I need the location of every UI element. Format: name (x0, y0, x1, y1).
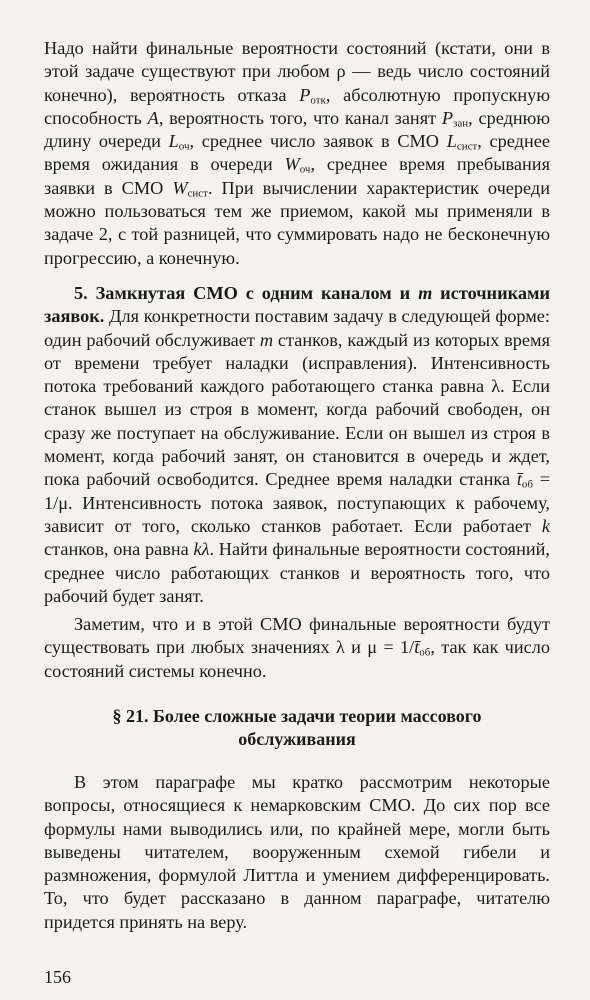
symbol-P: P (299, 84, 311, 105)
text-run: Заметим, что и в этой СМО финальные вероятности будут существовать при любых значениях λ и μ = 1/ (44, 614, 550, 658)
text-run: , среднее время ожидания в очереди (44, 131, 550, 175)
section-heading (44, 705, 550, 751)
text-run: , среднее время пребывания заявки в СМО (44, 154, 550, 198)
symbol-m: m (259, 329, 274, 350)
symbol-k: k (541, 515, 550, 536)
text-run: В этом параграфе мы кратко рассмотрим некоторые вопросы, относящиеся к немарковским СМО. До сих пор все формулы нами выводились или, по крайней мере, могли быть выведены читателем, вооруженным схемой гибели и размножения, формулой Литтла и умением дифференцировать. То, что будет рассказано в данном параграфе, читателю придется принять на веру. (44, 772, 550, 932)
symbol-L: L (168, 131, 179, 152)
subscript: оч (299, 164, 311, 177)
text-run: Надо найти финальные вероятности состояний (кстати, они в этой задаче существуют при любом ρ — ведь число состояний конечно), вероятность отказа (44, 38, 550, 105)
text-run: станков, каждый из которых время от времени требует наладки (исправления). Интенсивность потока требований каждого работающего станка равна λ. Если станок вышел из строя в момент, когда рабочий свободен, он сразу же поступает на обслуживание. Если он вышел из строя в момент, когда рабочий занят, он становится в очередь и ждет, пока рабочий освободится. Среднее время наладки станка (44, 329, 550, 490)
paragraph-closed-smo-problem (44, 282, 550, 608)
subscript: зан (453, 117, 469, 130)
subscript: об (521, 479, 533, 492)
text-run: источниками заявок. (44, 283, 550, 327)
symbol-W: W (284, 154, 300, 175)
text-run: станков, она равна (44, 539, 194, 560)
symbol-k-lambda: kλ (193, 539, 210, 560)
text-run: , среднюю длину очереди (44, 107, 550, 152)
heading-line: обслуживания (238, 729, 356, 749)
text-run: , вероятность того, что канал занят (158, 107, 442, 128)
subscript: отк (310, 94, 326, 107)
page-number: 156 (44, 967, 71, 987)
symbol-W: W (172, 177, 188, 198)
symbol-A: A (147, 107, 159, 128)
paragraph-note (44, 613, 550, 683)
text-run: . Найти финальные вероятности состояний, среднее число работающих станков и вероятность того, что рабочий будет занят. (44, 539, 550, 606)
text-run: 5. Замкнутая СМО с одним каналом и (74, 283, 419, 303)
paragraph-final-probabilities (44, 37, 550, 270)
text-run: . При вычислении характеристик очереди можно пользоваться тем же приемом, какой мы применяли в задаче 2, с той разницей, что суммировать надо не бесконечную прогрессию, а конечную. (44, 177, 550, 268)
symbol-m: m (418, 283, 433, 303)
symbol-t-bar: t̄ (516, 469, 522, 490)
paragraph-intro (44, 771, 550, 934)
subscript: сист (187, 187, 208, 200)
text-run: = 1/μ. Интенсивность потока заявок, поступающих к рабочему, зависит от того, сколько станков работает. Если работает (44, 469, 550, 536)
text-run: Для конкретности поставим задачу в следующей форме: один рабочий обслуживает (44, 306, 550, 350)
heading-line: § 21. Более сложные задачи теории массового (112, 706, 482, 726)
subscript: оч (178, 140, 190, 153)
text-run: , среднее число заявок в СМО (189, 131, 447, 152)
text-run: , так как число состояний системы конечно. (44, 637, 550, 681)
text-run: , абсолютную пропускную способность (44, 84, 550, 128)
symbol-t-bar: t̄ (414, 637, 420, 658)
symbol-L: L (446, 131, 457, 152)
subscript: сист (456, 140, 478, 153)
subscript: об (419, 647, 431, 660)
symbol-P: P (441, 107, 454, 128)
